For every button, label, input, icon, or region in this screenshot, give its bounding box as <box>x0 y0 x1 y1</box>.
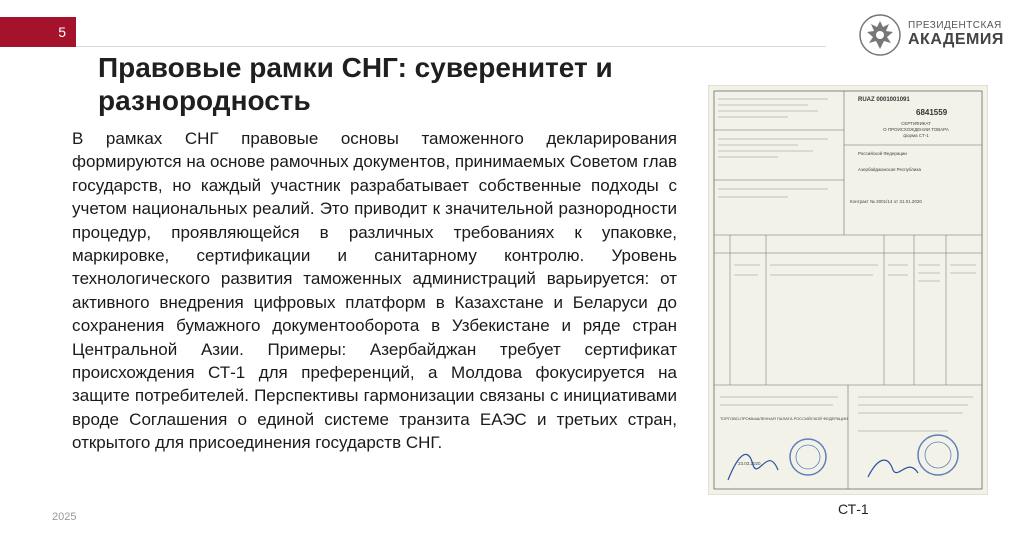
doc-header: RUAZ 0001001091 <box>858 97 910 103</box>
header-divider <box>76 46 826 47</box>
body-paragraph: В рамках СНГ правовые основы таможенного декларирования формируются на основе рамочных документов, принимаемых Советом глав государств, но каждый участник разрабатывает собственные подходы с учетом национальных реалий. Это приводит к значительной разнородности процедур, проявляющейся в различных требованиях к упаковке, маркировке, сертификации и санитарному контролю. Уровень технологического развития таможенных администраций варьируется: от активного внедрения цифровых платформ в Казахстане и Беларуси до сохранения бумажного документооборота в Узбекистане и ряде стран Центральной Азии. Примеры: Азербайджан требует сертификат происхождения СТ-1 для преференций, а Молдова фокусируется на защите потребителей. Перспективы гармонизации связаны с инициативами вроде Соглашения о единой системе транзита ЕАЭС и третьих стран, открытого для присоединения государств СНГ. <box>72 129 677 453</box>
doc-date: 23.03.2020 <box>738 461 761 466</box>
footer-year: 2025 <box>52 511 77 523</box>
doc-issued-country: Российской Федерации <box>858 151 907 156</box>
logo-line-1: ПРЕЗИДЕНТСКАЯ <box>908 20 1002 32</box>
doc-cert-subtitle: О ПРОИСХОЖДЕНИИ ТОВАРА <box>883 127 949 132</box>
slide-number-badge <box>0 17 76 47</box>
doc-dest-country: Азербайджанская Республика <box>858 167 922 172</box>
academy-logo <box>858 10 1008 60</box>
doc-cert-title: СЕРТИФИКАТ <box>901 121 931 126</box>
doc-contract: Контракт № 2001/14 от 31.01.2020 <box>850 199 922 204</box>
certificate-image <box>708 85 988 495</box>
page-title: Правовые рамки СНГ: суверенитет и разнородность <box>98 52 613 116</box>
image-caption: СТ-1 <box>838 501 869 517</box>
doc-org: ТОРГОВО-ПРОМЫШЛЕННАЯ ПАЛАТА РОССИЙСКОЙ ФЕДЕРАЦИИ <box>720 416 848 421</box>
eagle-emblem-icon <box>858 13 902 57</box>
logo-line-2: АКАДЕМИЯ <box>908 30 1004 48</box>
doc-form: форма СТ-1 <box>903 133 929 138</box>
doc-number: 6841559 <box>916 108 948 117</box>
slide-number: 5 <box>58 24 66 40</box>
